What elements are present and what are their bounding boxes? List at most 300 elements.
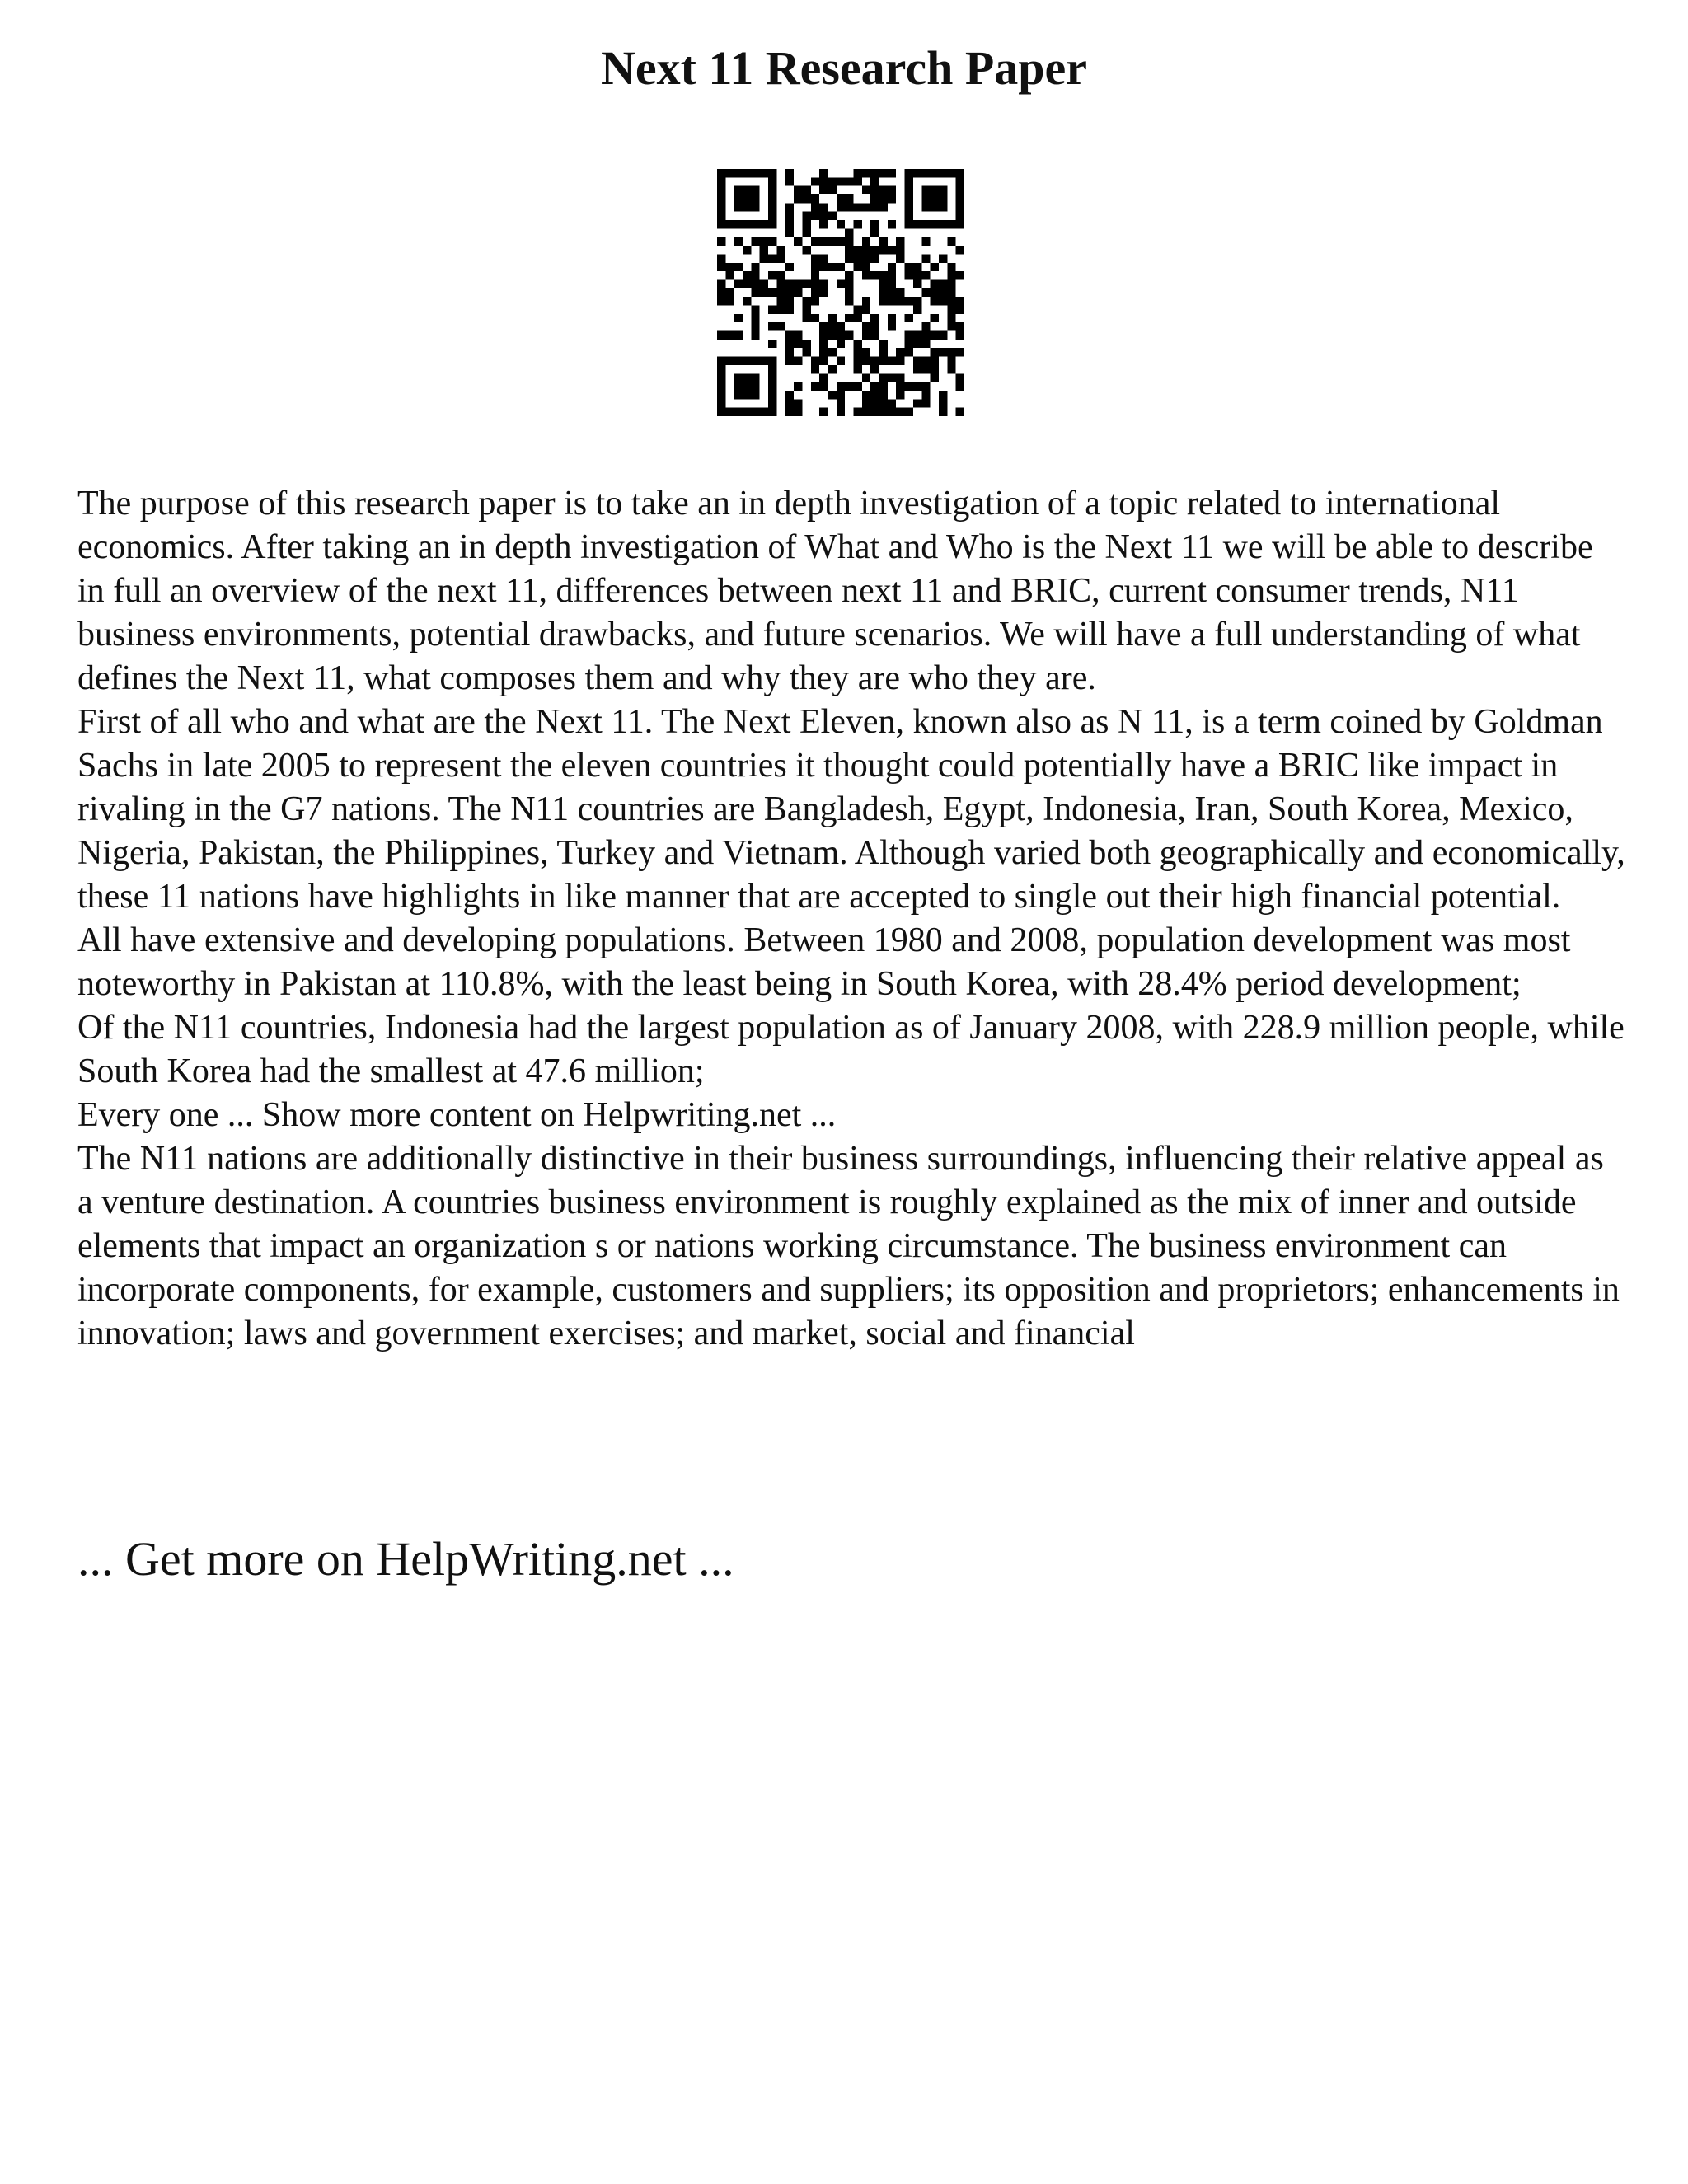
qr-module bbox=[828, 177, 836, 185]
qr-module bbox=[734, 357, 743, 365]
qr-module bbox=[931, 220, 939, 228]
qr-module bbox=[931, 357, 939, 365]
qr-module bbox=[862, 237, 870, 246]
qr-module bbox=[768, 365, 776, 373]
qr-module bbox=[862, 186, 870, 194]
qr-module bbox=[768, 186, 776, 194]
qr-module bbox=[743, 357, 751, 365]
qr-module bbox=[776, 279, 785, 288]
qr-module bbox=[717, 288, 725, 297]
qr-module bbox=[931, 194, 939, 203]
qr-module bbox=[837, 237, 845, 246]
qr-module bbox=[939, 348, 947, 356]
qr-module bbox=[734, 194, 743, 203]
qr-module bbox=[956, 220, 964, 228]
qr-module bbox=[879, 194, 888, 203]
qr-module bbox=[768, 357, 776, 365]
qr-module bbox=[743, 382, 751, 391]
qr-module bbox=[888, 194, 896, 203]
qr-module bbox=[837, 203, 845, 211]
qr-module bbox=[717, 391, 725, 399]
qr-module bbox=[854, 246, 862, 254]
qr-module bbox=[717, 212, 725, 220]
get-more-link[interactable]: ... Get more on HelpWriting.net ... bbox=[77, 1532, 734, 1586]
qr-module bbox=[811, 194, 819, 203]
qr-module bbox=[760, 408, 768, 416]
qr-module bbox=[794, 237, 802, 246]
qr-module bbox=[939, 254, 947, 262]
qr-module bbox=[751, 279, 759, 288]
qr-module bbox=[768, 391, 776, 399]
qr-module bbox=[785, 263, 794, 271]
qr-module bbox=[913, 382, 921, 391]
qr-module bbox=[794, 288, 802, 297]
qr-module bbox=[905, 186, 913, 194]
qr-module bbox=[888, 186, 896, 194]
qr-module bbox=[879, 399, 888, 407]
qr-module bbox=[931, 279, 939, 288]
qr-module bbox=[896, 391, 904, 399]
qr-module bbox=[879, 279, 888, 288]
qr-module bbox=[785, 279, 794, 288]
qr-module bbox=[751, 357, 759, 365]
qr-module bbox=[921, 357, 930, 365]
qr-module bbox=[845, 203, 853, 211]
qr-module bbox=[845, 288, 853, 297]
qr-module bbox=[794, 399, 802, 407]
qr-module bbox=[837, 220, 845, 228]
qr-module bbox=[802, 220, 810, 228]
qr-module bbox=[828, 391, 836, 399]
qr-module bbox=[768, 177, 776, 185]
qr-module bbox=[734, 314, 743, 322]
qr-module bbox=[921, 203, 930, 211]
qr-module bbox=[879, 373, 888, 382]
qr-module bbox=[845, 271, 853, 279]
page-title: Next 11 Research Paper bbox=[600, 41, 1088, 95]
qr-module bbox=[870, 408, 879, 416]
qr-module bbox=[939, 297, 947, 305]
qr-module bbox=[751, 331, 759, 340]
qr-module bbox=[879, 297, 888, 305]
qr-module bbox=[828, 314, 836, 322]
qr-module bbox=[888, 297, 896, 305]
qr-module bbox=[947, 271, 955, 279]
qr-module bbox=[717, 357, 725, 365]
qr-module bbox=[854, 314, 862, 322]
qr-module bbox=[905, 340, 913, 348]
qr-module bbox=[760, 237, 768, 246]
qr-module bbox=[870, 246, 879, 254]
qr-module bbox=[879, 203, 888, 211]
qr-module bbox=[811, 212, 819, 220]
qr-module bbox=[956, 169, 964, 177]
qr-module bbox=[845, 279, 853, 288]
qr-module bbox=[725, 169, 734, 177]
qr-module bbox=[888, 169, 896, 177]
qr-module bbox=[743, 271, 751, 279]
qr-module bbox=[811, 365, 819, 373]
qr-module bbox=[734, 263, 743, 271]
qr-module bbox=[828, 237, 836, 246]
qr-module bbox=[776, 254, 785, 262]
qr-module bbox=[870, 391, 879, 399]
qr-module bbox=[751, 373, 759, 382]
qr-module bbox=[854, 365, 862, 373]
qr-module bbox=[888, 322, 896, 330]
qr-module bbox=[905, 314, 913, 322]
qr-module bbox=[819, 322, 828, 330]
qr-module bbox=[785, 348, 794, 356]
qr-module bbox=[939, 194, 947, 203]
qr-module bbox=[913, 297, 921, 305]
qr-module bbox=[947, 263, 955, 271]
qr-module bbox=[905, 169, 913, 177]
qr-module bbox=[819, 340, 828, 348]
qr-module bbox=[870, 399, 879, 407]
qr-module bbox=[947, 237, 955, 246]
qr-module bbox=[921, 194, 930, 203]
qr-module bbox=[905, 263, 913, 271]
qr-module bbox=[837, 382, 845, 391]
qr-module bbox=[794, 186, 802, 194]
qr-module bbox=[862, 271, 870, 279]
qr-module bbox=[776, 297, 785, 305]
qr-module bbox=[870, 177, 879, 185]
qr-module bbox=[743, 186, 751, 194]
qr-module bbox=[956, 348, 964, 356]
qr-module bbox=[939, 220, 947, 228]
qr-module bbox=[760, 220, 768, 228]
qr-module bbox=[921, 288, 930, 297]
qr-module bbox=[751, 237, 759, 246]
qr-module bbox=[819, 408, 828, 416]
qr-module bbox=[717, 279, 725, 288]
qr-module bbox=[888, 246, 896, 254]
qr-module bbox=[921, 169, 930, 177]
qr-module bbox=[725, 220, 734, 228]
qr-module bbox=[725, 357, 734, 365]
qr-module bbox=[743, 246, 751, 254]
qr-module bbox=[947, 169, 955, 177]
qr-module bbox=[751, 194, 759, 203]
qr-module bbox=[921, 382, 930, 391]
qr-module bbox=[947, 288, 955, 297]
qr-module bbox=[717, 194, 725, 203]
qr-module bbox=[879, 357, 888, 365]
qr-module bbox=[802, 212, 810, 220]
qr-module bbox=[862, 408, 870, 416]
qr-module bbox=[743, 203, 751, 211]
qr-module bbox=[879, 382, 888, 391]
qr-module bbox=[956, 306, 964, 314]
qr-module bbox=[717, 254, 725, 262]
qr-module bbox=[734, 237, 743, 246]
qr-module bbox=[743, 373, 751, 382]
qr-module bbox=[768, 306, 776, 314]
qr-module bbox=[717, 203, 725, 211]
qr-module bbox=[879, 169, 888, 177]
qr-module bbox=[802, 279, 810, 288]
qr-module bbox=[905, 297, 913, 305]
qr-module bbox=[811, 254, 819, 262]
qr-module bbox=[734, 186, 743, 194]
qr-module bbox=[768, 203, 776, 211]
qr-module bbox=[939, 408, 947, 416]
qr-module bbox=[896, 382, 904, 391]
qr-module bbox=[956, 322, 964, 330]
qr-module bbox=[751, 314, 759, 322]
qr-module bbox=[776, 306, 785, 314]
qr-module bbox=[743, 408, 751, 416]
qr-module bbox=[862, 391, 870, 399]
qr-module bbox=[845, 246, 853, 254]
qr-module bbox=[760, 246, 768, 254]
qr-module bbox=[785, 331, 794, 340]
qr-module bbox=[854, 357, 862, 365]
qr-module bbox=[811, 297, 819, 305]
qr-module bbox=[854, 220, 862, 228]
qr-module bbox=[717, 297, 725, 305]
qr-module bbox=[743, 194, 751, 203]
qr-module bbox=[870, 254, 879, 262]
qr-module bbox=[862, 373, 870, 382]
qr-module bbox=[888, 373, 896, 382]
qr-module bbox=[819, 237, 828, 246]
qr-module bbox=[862, 203, 870, 211]
qr-module bbox=[870, 271, 879, 279]
qr-module bbox=[870, 203, 879, 211]
qr-module bbox=[751, 322, 759, 330]
qr-module bbox=[785, 288, 794, 297]
qr-module bbox=[794, 194, 802, 203]
qr-module bbox=[768, 194, 776, 203]
qr-module bbox=[931, 263, 939, 271]
qr-module bbox=[768, 288, 776, 297]
qr-module bbox=[837, 322, 845, 330]
qr-module bbox=[819, 177, 828, 185]
qr-module bbox=[947, 297, 955, 305]
paragraph-show-more: Every one ... Show more content on Helpwriting.net ... bbox=[77, 1096, 837, 1134]
qr-module bbox=[862, 297, 870, 305]
qr-module bbox=[751, 382, 759, 391]
qr-module bbox=[939, 331, 947, 340]
qr-module bbox=[947, 220, 955, 228]
qr-module bbox=[828, 186, 836, 194]
qr-module bbox=[862, 263, 870, 271]
qr-module bbox=[854, 348, 862, 356]
qr-module bbox=[828, 263, 836, 271]
qr-module bbox=[870, 194, 879, 203]
qr-code-image bbox=[717, 169, 964, 416]
qr-module bbox=[794, 408, 802, 416]
qr-module bbox=[811, 279, 819, 288]
qr-module bbox=[794, 357, 802, 365]
qr-module bbox=[913, 279, 921, 288]
qr-module bbox=[819, 348, 828, 356]
qr-module bbox=[896, 348, 904, 356]
qr-module bbox=[931, 365, 939, 373]
qr-module bbox=[837, 391, 845, 399]
qr-module bbox=[913, 306, 921, 314]
qr-module bbox=[802, 194, 810, 203]
qr-module bbox=[947, 306, 955, 314]
qr-module bbox=[794, 340, 802, 348]
qr-module bbox=[854, 306, 862, 314]
qr-module bbox=[956, 246, 964, 254]
qr-module bbox=[725, 263, 734, 271]
qr-module bbox=[768, 408, 776, 416]
qr-module bbox=[896, 373, 904, 382]
qr-module bbox=[905, 382, 913, 391]
qr-module bbox=[776, 288, 785, 297]
qr-module bbox=[734, 382, 743, 391]
qr-module bbox=[931, 203, 939, 211]
qr-module bbox=[921, 237, 930, 246]
qr-module bbox=[939, 279, 947, 288]
qr-module bbox=[751, 271, 759, 279]
qr-module bbox=[879, 237, 888, 246]
qr-module bbox=[947, 322, 955, 330]
qr-module bbox=[811, 357, 819, 365]
qr-module bbox=[785, 340, 794, 348]
qr-module bbox=[811, 203, 819, 211]
qr-module bbox=[879, 246, 888, 254]
qr-module bbox=[956, 203, 964, 211]
qr-module bbox=[888, 288, 896, 297]
qr-module bbox=[896, 237, 904, 246]
qr-module bbox=[947, 348, 955, 356]
qr-module bbox=[870, 331, 879, 340]
qr-module bbox=[776, 322, 785, 330]
qr-module bbox=[870, 220, 879, 228]
qr-module bbox=[931, 331, 939, 340]
qr-module bbox=[905, 331, 913, 340]
qr-module bbox=[802, 297, 810, 305]
qr-module bbox=[913, 169, 921, 177]
qr-module bbox=[888, 271, 896, 279]
qr-module bbox=[870, 314, 879, 322]
qr-module bbox=[828, 348, 836, 356]
qr-module bbox=[802, 306, 810, 314]
qr-module bbox=[854, 177, 862, 185]
qr-module bbox=[717, 186, 725, 194]
qr-module bbox=[837, 340, 845, 348]
qr-module bbox=[819, 288, 828, 297]
qr-module bbox=[837, 357, 845, 365]
qr-module bbox=[921, 254, 930, 262]
qr-module bbox=[802, 246, 810, 254]
qr-module bbox=[845, 228, 853, 237]
qr-module bbox=[956, 331, 964, 340]
qr-module bbox=[913, 263, 921, 271]
qr-module bbox=[947, 357, 955, 365]
qr-module bbox=[862, 169, 870, 177]
qr-module bbox=[734, 203, 743, 211]
qr-module bbox=[837, 331, 845, 340]
qr-module bbox=[819, 357, 828, 365]
qr-module bbox=[717, 169, 725, 177]
qr-module bbox=[725, 297, 734, 305]
qr-module bbox=[879, 186, 888, 194]
qr-module bbox=[905, 220, 913, 228]
qr-module bbox=[947, 314, 955, 322]
qr-module bbox=[845, 331, 853, 340]
paragraph-business: The N11 nations are additionally distinctive in their business surroundings, influencing their relative appeal as a venture destination. A countries business environment is roughly explained as the mix of inner and outside elements that impact an organization s or nations working circumstance. The business environment can incorporate components, for example, customers and suppliers; its opposition and proprietors; enhancements in innovation; laws and government exercises; and market, social and financial bbox=[77, 1140, 1620, 1352]
qr-module bbox=[896, 254, 904, 262]
qr-module bbox=[717, 237, 725, 246]
qr-module bbox=[743, 297, 751, 305]
qr-module bbox=[931, 314, 939, 322]
qr-module bbox=[845, 254, 853, 262]
qr-module bbox=[854, 408, 862, 416]
qr-module bbox=[870, 382, 879, 391]
qr-module bbox=[819, 382, 828, 391]
qr-module bbox=[870, 169, 879, 177]
qr-module bbox=[717, 263, 725, 271]
qr-module bbox=[811, 382, 819, 391]
qr-module bbox=[785, 212, 794, 220]
qr-module bbox=[802, 348, 810, 356]
qr-module bbox=[725, 331, 734, 340]
qr-module bbox=[760, 279, 768, 288]
qr-module bbox=[734, 220, 743, 228]
qr-module bbox=[956, 186, 964, 194]
qr-module bbox=[819, 373, 828, 382]
qr-module bbox=[947, 279, 955, 288]
article-body bbox=[77, 482, 1627, 1356]
qr-module bbox=[931, 348, 939, 356]
qr-module bbox=[837, 279, 845, 288]
qr-module bbox=[785, 399, 794, 407]
qr-module bbox=[845, 314, 853, 322]
qr-module bbox=[837, 263, 845, 271]
qr-module bbox=[802, 314, 810, 322]
qr-module bbox=[931, 186, 939, 194]
qr-module bbox=[811, 263, 819, 271]
qr-module bbox=[905, 408, 913, 416]
qr-module bbox=[751, 288, 759, 297]
qr-module bbox=[837, 194, 845, 203]
qr-module bbox=[734, 169, 743, 177]
qr-module bbox=[921, 391, 930, 399]
qr-module bbox=[819, 186, 828, 194]
qr-module bbox=[751, 186, 759, 194]
qr-module bbox=[905, 177, 913, 185]
qr-module bbox=[768, 373, 776, 382]
qr-module bbox=[811, 271, 819, 279]
qr-module bbox=[768, 169, 776, 177]
qr-module bbox=[794, 382, 802, 391]
qr-module bbox=[931, 297, 939, 305]
qr-module bbox=[939, 186, 947, 194]
qr-module bbox=[913, 365, 921, 373]
qr-module bbox=[717, 220, 725, 228]
qr-module bbox=[845, 382, 853, 391]
qr-module bbox=[905, 271, 913, 279]
qr-module bbox=[879, 271, 888, 279]
qr-module bbox=[768, 220, 776, 228]
qr-module bbox=[956, 382, 964, 391]
qr-module bbox=[854, 382, 862, 391]
qr-module bbox=[743, 220, 751, 228]
qr-module bbox=[854, 263, 862, 271]
qr-module bbox=[837, 408, 845, 416]
qr-module bbox=[717, 373, 725, 382]
qr-module bbox=[717, 382, 725, 391]
qr-module bbox=[768, 399, 776, 407]
qr-module bbox=[768, 237, 776, 246]
